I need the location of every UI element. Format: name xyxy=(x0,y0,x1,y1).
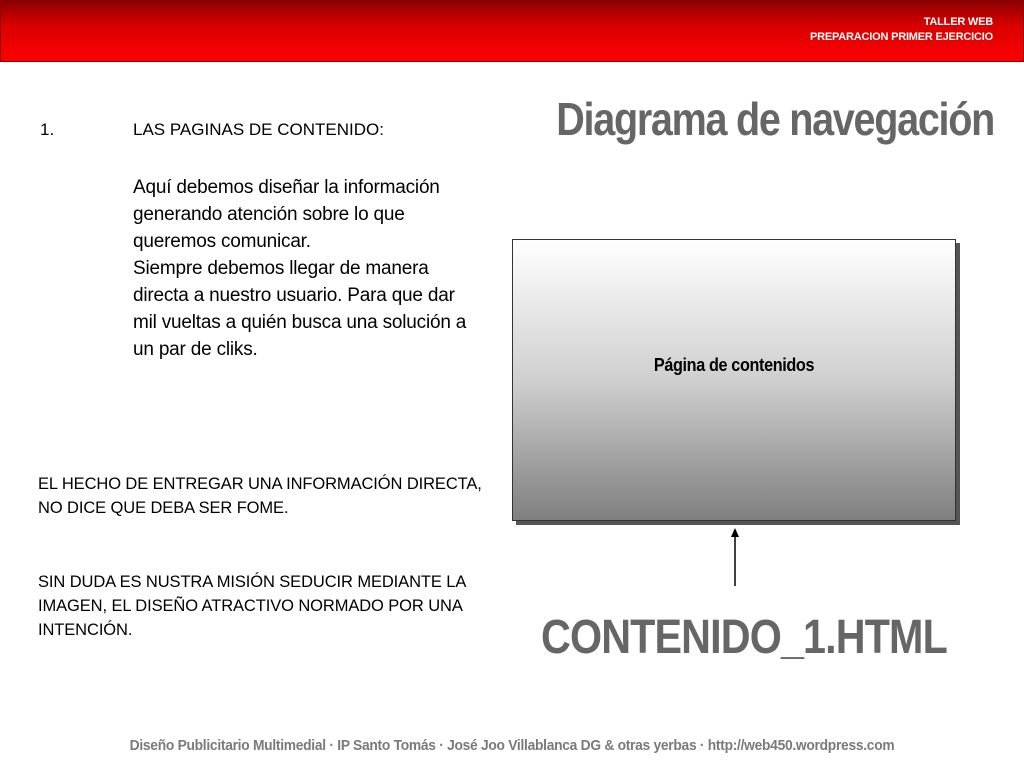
diagram-file-label: CONTENIDO_1.HTML xyxy=(541,611,947,664)
diagram-page-box xyxy=(512,239,956,521)
header-bar xyxy=(0,0,1024,62)
note-paragraph-2: SIN DUDA ES NUSTRA MISIÓN SEDUCIR MEDIANTE LA IMAGEN, EL DISEÑO ATRACTIVO NORMADO POR UNA INTENCIÓN. xyxy=(38,573,466,639)
body-paragraph-1: Aquí debemos diseñar la información generando atención sobre lo que queremos comunicar. xyxy=(133,177,440,252)
slide-title: Diagrama de navegación xyxy=(556,93,994,145)
header-line-2: PREPARACION PRIMER EJERCICIO xyxy=(809,31,993,43)
body-text xyxy=(133,174,483,363)
note-paragraph-1: EL HECHO DE ENTREGAR UNA INFORMACIÓN DIRECTA, NO DICE QUE DEBA SER FOME. xyxy=(38,475,482,517)
section-heading: LAS PAGINAS DE CONTENIDO: xyxy=(133,120,384,139)
header-text xyxy=(810,15,993,45)
footer-text: Diseño Publicitario Multimedial · IP Santo Tomás · José Joo Villablanca DG & otras yerbas · http://web450.wordpress.com xyxy=(129,737,895,754)
body-paragraph-2: Siempre debemos llegar de manera directa a nuestro usuario. Para que dar mil vueltas a quién busca una solución a un par de cliks. xyxy=(133,258,467,360)
up-arrow-icon xyxy=(725,528,745,588)
diagram-box-label: Página de contenidos xyxy=(653,355,815,375)
section-number: 1. xyxy=(40,120,55,139)
header-line-1: TALLER WEB xyxy=(923,16,993,28)
